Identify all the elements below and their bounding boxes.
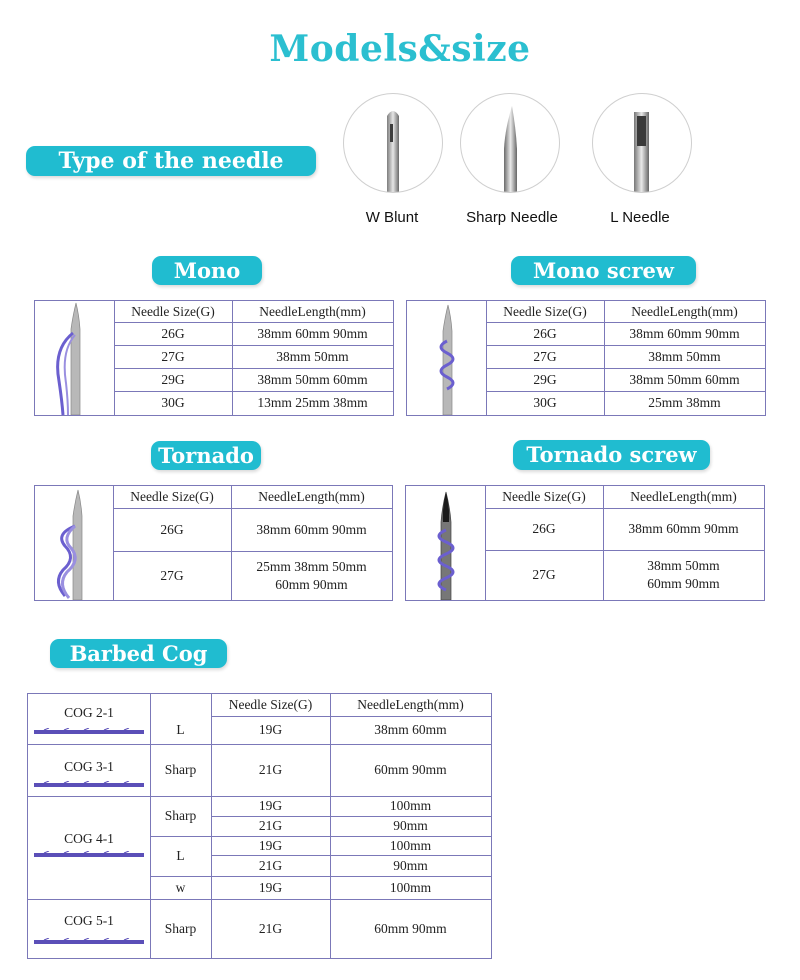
cog-row-type: Sharp: [164, 808, 197, 824]
mono-screw-row-size: 30G: [533, 395, 557, 411]
cog-row-size: 19G: [258, 798, 283, 814]
tornado-screw-row-length-line: 60mm 90mm: [647, 576, 720, 591]
tornado-heading: Tornado: [151, 441, 261, 470]
mono-screw-row-length: 25mm 38mm: [648, 395, 721, 411]
cog-row-length: 60mm 90mm: [374, 920, 447, 936]
mono-screw-row-size: 26G: [533, 325, 557, 341]
tornado-screw-row-length: [603, 550, 764, 600]
page-title: Models&size: [269, 28, 531, 70]
w-blunt-needle-icon: [343, 93, 443, 193]
mono-row-length: 13mm 25mm 38mm: [257, 395, 368, 411]
tornado-row-size: 26G: [160, 521, 184, 537]
mono-screw-row-length: 38mm 50mm 60mm: [629, 371, 740, 387]
cog-row-length: 100mm: [389, 798, 432, 814]
cog-header-size: Needle Size(G): [228, 697, 313, 713]
cog-thread-image: [34, 728, 144, 736]
tornado-row-length: 38mm 60mm 90mm: [256, 521, 367, 537]
needle-type-heading: Type of the needle: [26, 146, 316, 176]
cog-row-size: 21G: [258, 920, 283, 936]
tornado-screw-table: [405, 485, 765, 601]
tornado-header-length: NeedleLength(mm): [258, 489, 365, 505]
sharp-needle-icon: [460, 93, 560, 193]
mono-screw-row-length: 38mm 50mm: [648, 348, 721, 364]
mono-screw-row-length: 38mm 60mm 90mm: [629, 325, 740, 341]
cog-row-size: 21G: [258, 818, 283, 834]
tornado-screw-row-length-line: 38mm 50mm: [647, 558, 720, 574]
cog-row-size: 19G: [258, 879, 283, 895]
barbed-cog-heading: Barbed Cog: [50, 639, 227, 668]
mono-screw-table: [406, 300, 766, 416]
tornado-screw-row-size: 26G: [532, 521, 556, 537]
mono-row-size: 26G: [161, 325, 185, 341]
mono-screw-header-length: NeedleLength(mm): [631, 303, 738, 319]
tornado-row-size: 27G: [160, 567, 184, 583]
tornado-screw-header-length: NeedleLength(mm): [630, 489, 737, 505]
cog-row-type: w: [175, 879, 186, 895]
cog-row-size: 21G: [258, 762, 283, 778]
mono-screw-row-size: 27G: [533, 348, 557, 364]
tornado-screw-row-length: 38mm 60mm 90mm: [628, 521, 739, 537]
mono-screw-heading: Mono screw: [511, 256, 696, 285]
tornado-row-length: [231, 551, 392, 600]
cog-row-length: 90mm: [393, 857, 428, 873]
cog-row-length: 100mm: [389, 837, 432, 853]
cog-row-length: 38mm 60mm: [374, 722, 447, 738]
l-needle-label: L Needle: [610, 209, 670, 226]
cog-header-length: NeedleLength(mm): [357, 697, 464, 713]
cog-row-type: L: [176, 848, 185, 864]
cog-row-length: 100mm: [389, 879, 432, 895]
mono-row-length: 38mm 50mm: [276, 348, 349, 364]
cog-group-name: COG 3-1: [64, 759, 114, 775]
cog-row-type: Sharp: [164, 920, 197, 936]
mono-row-length: 38mm 60mm 90mm: [257, 325, 368, 341]
cog-row-type: Sharp: [164, 762, 197, 778]
cog-thread-image: [34, 851, 144, 859]
cog-thread-image: [34, 938, 144, 946]
mono-thread-image: [35, 301, 114, 415]
mono-row-size: 29G: [161, 371, 185, 387]
tornado-screw-thread-image: [406, 486, 485, 600]
mono-row-size: 30G: [161, 395, 185, 411]
cog-row-length: 60mm 90mm: [374, 762, 447, 778]
tornado-table: [34, 485, 393, 601]
cog-thread-image: [34, 781, 144, 789]
cog-row-size: 19G: [258, 837, 283, 853]
mono-screw-header-size: Needle Size(G): [503, 303, 587, 319]
mono-header-length: NeedleLength(mm): [259, 303, 366, 319]
tornado-screw-row-size: 27G: [532, 567, 556, 583]
tornado-row-length-line: 25mm 38mm 50mm: [256, 558, 367, 574]
tornado-thread-image: [35, 486, 113, 600]
l-needle-icon: [592, 93, 692, 193]
cog-row-size: 21G: [258, 857, 283, 873]
tornado-screw-heading: Tornado screw: [513, 440, 710, 470]
cog-row-length: 90mm: [393, 818, 428, 834]
barbed-cog-table: [27, 693, 492, 959]
mono-screw-row-size: 29G: [533, 371, 557, 387]
mono-screw-thread-image: [407, 301, 486, 415]
cog-group-name: COG 4-1: [64, 831, 114, 847]
cog-group-name: COG 2-1: [64, 705, 114, 721]
mono-row-size: 27G: [161, 348, 185, 364]
sharp-needle-label: Sharp Needle: [466, 209, 558, 226]
cog-row-size: 19G: [258, 722, 283, 738]
mono-table: [34, 300, 394, 416]
cog-group-name: COG 5-1: [64, 913, 114, 929]
tornado-row-length-line: 60mm 90mm: [275, 576, 348, 592]
w-blunt-label: W Blunt: [365, 209, 419, 226]
mono-header-size: Needle Size(G): [131, 303, 215, 319]
mono-heading: Mono: [152, 256, 262, 285]
tornado-header-size: Needle Size(G): [130, 489, 214, 505]
mono-row-length: 38mm 50mm 60mm: [257, 371, 368, 387]
tornado-screw-header-size: Needle Size(G): [502, 489, 586, 505]
cog-row-type: L: [176, 722, 185, 738]
